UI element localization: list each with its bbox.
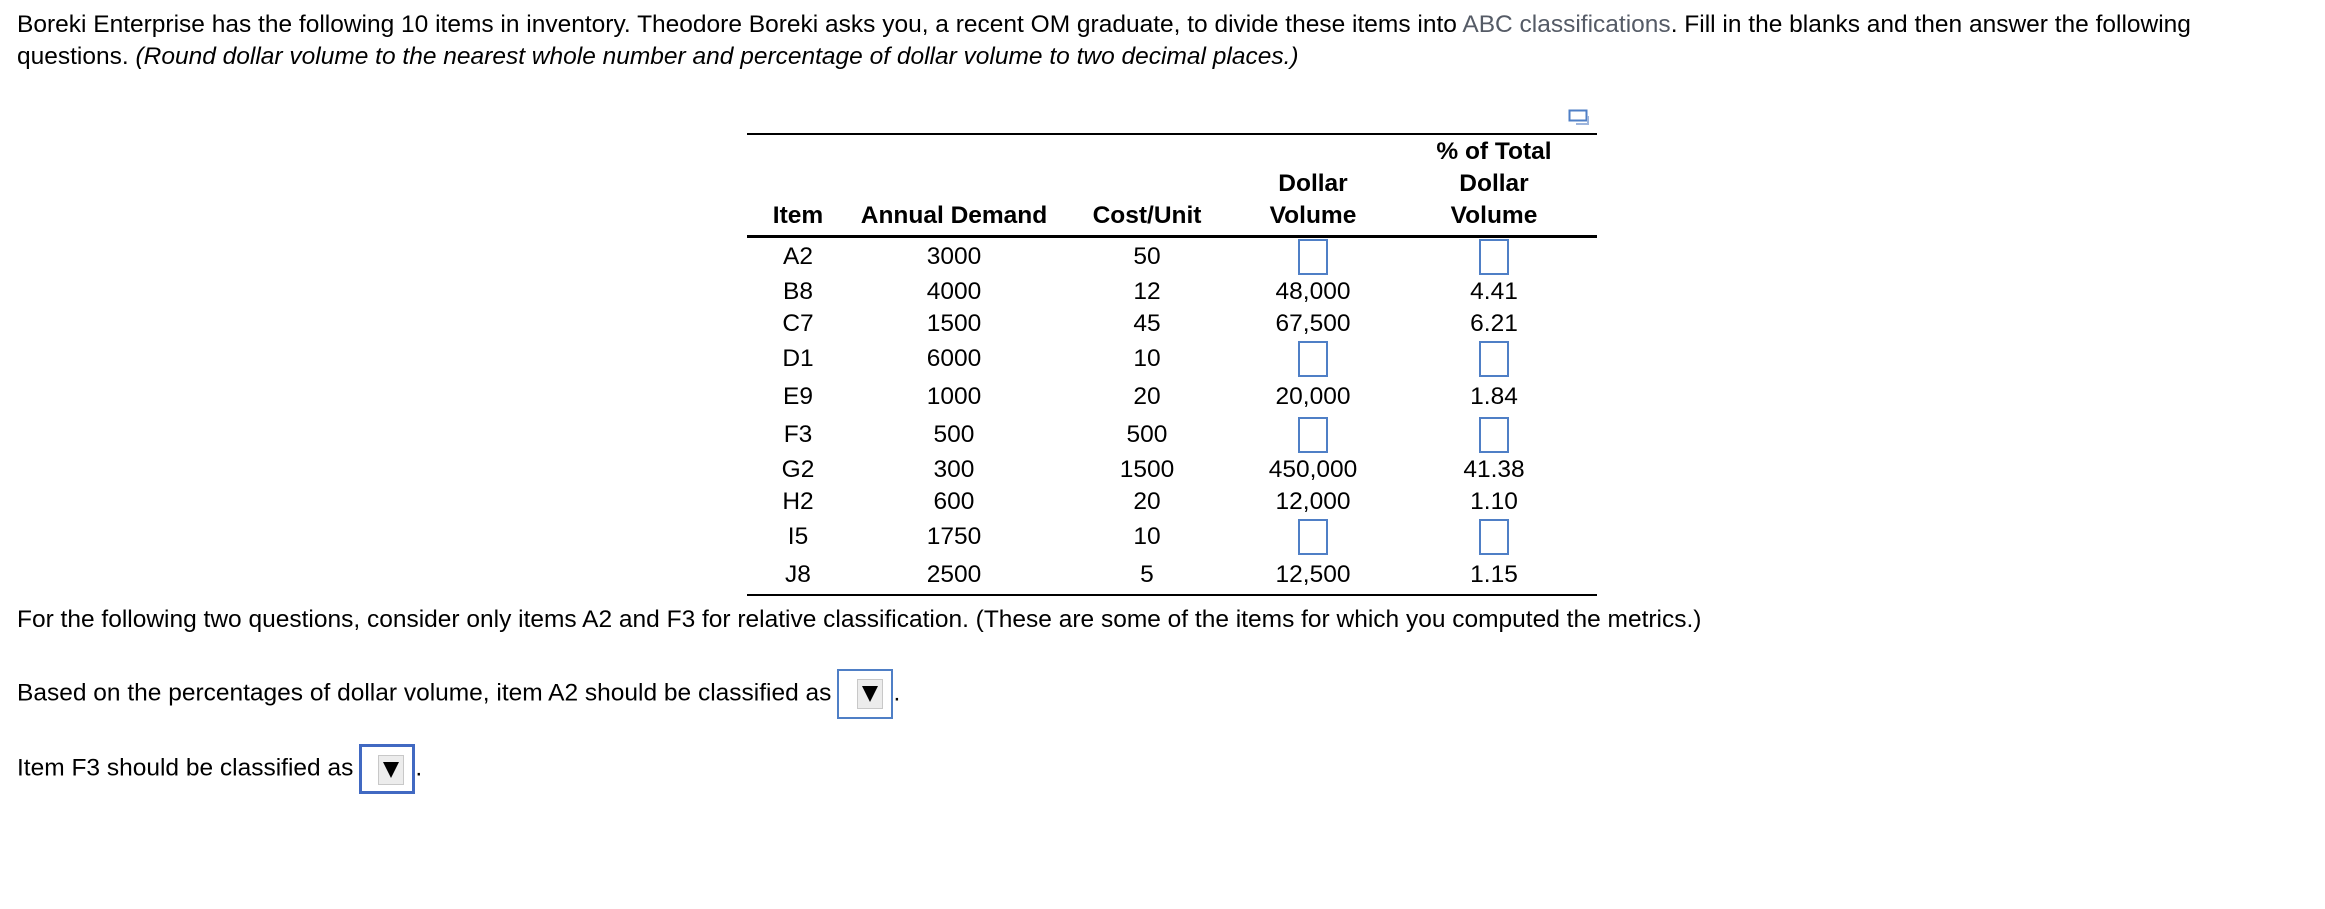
table-row xyxy=(747,454,1597,486)
cell-pct xyxy=(1391,237,1597,277)
cell-pct xyxy=(1391,340,1597,378)
cell-demand: 2500 xyxy=(926,561,982,588)
triangle-down-icon[interactable] xyxy=(857,679,883,709)
question-2-period: . xyxy=(415,754,423,782)
question-1 xyxy=(17,669,900,719)
pct-volume-input[interactable] xyxy=(1479,417,1509,453)
cell-item: C7 xyxy=(782,310,814,337)
question-2 xyxy=(17,744,422,794)
cell-dollar xyxy=(1235,518,1391,556)
question-1-text: Based on the percentages of dollar volume, item A2 should be classified as xyxy=(17,679,832,707)
cell-dollar xyxy=(1235,416,1391,454)
dollar-volume-input[interactable] xyxy=(1298,519,1328,555)
cell-dollar: 12,000 xyxy=(1275,488,1351,515)
cell-pct: 1.10 xyxy=(1470,488,1518,515)
cell-cost: 12 xyxy=(1133,278,1161,305)
header-annual-demand: Annual Demand xyxy=(849,134,1059,237)
cell-cost: 5 xyxy=(1140,561,1154,588)
header-dollar-volume xyxy=(1235,134,1391,237)
table-row xyxy=(747,486,1597,518)
table-row xyxy=(747,308,1597,340)
question-2-text: Item F3 should be classified as xyxy=(17,754,354,782)
cell-cost: 10 xyxy=(1133,523,1161,550)
cell-demand: 500 xyxy=(933,421,975,448)
rounding-note: (Round dollar volume to the nearest whole number and percentage of dollar volume to two decimal places.) xyxy=(135,43,1299,70)
table-row xyxy=(747,556,1597,595)
cell-pct: 1.15 xyxy=(1470,561,1518,588)
a2-classification-dropdown[interactable] xyxy=(837,669,893,719)
cell-dollar: 48,000 xyxy=(1275,278,1351,305)
dollar-volume-input[interactable] xyxy=(1298,239,1328,275)
cell-cost: 500 xyxy=(1126,421,1168,448)
table-header-row xyxy=(747,134,1597,237)
cell-cost: 10 xyxy=(1133,345,1161,372)
cell-item: A2 xyxy=(783,243,813,270)
cell-item: D1 xyxy=(782,345,814,372)
table-row xyxy=(747,340,1597,378)
pct-volume-input[interactable] xyxy=(1479,519,1509,555)
triangle-down-icon[interactable] xyxy=(378,755,404,785)
header-dollar-line2: Volume xyxy=(1269,202,1357,229)
table-row xyxy=(747,276,1597,308)
header-pct-dollar-volume xyxy=(1391,134,1597,237)
dollar-volume-input[interactable] xyxy=(1298,341,1328,377)
inventory-table xyxy=(747,133,1597,596)
cell-cost: 45 xyxy=(1133,310,1161,337)
header-cost-unit: Cost/Unit xyxy=(1059,134,1235,237)
cell-cost: 20 xyxy=(1133,488,1161,515)
cell-cost: 20 xyxy=(1133,383,1161,410)
table-row xyxy=(747,378,1597,416)
instructions-text: For the following two questions, consider only items A2 and F3 for relative classification. (These are some of the items for which you computed the metrics.) xyxy=(17,606,1702,633)
cell-cost: 50 xyxy=(1133,243,1161,270)
question-1-period: . xyxy=(893,679,901,707)
cell-cost: 1500 xyxy=(1119,456,1175,483)
cell-demand: 300 xyxy=(933,456,975,483)
abc-classifications-link[interactable]: ABC classifications xyxy=(1462,11,1671,38)
cell-pct: 4.41 xyxy=(1470,278,1518,305)
header-dollar-line1: Dollar xyxy=(1278,170,1348,197)
cell-demand: 3000 xyxy=(926,243,982,270)
popout-icon[interactable] xyxy=(1568,109,1592,127)
dollar-volume-input[interactable] xyxy=(1298,417,1328,453)
cell-demand: 600 xyxy=(933,488,975,515)
table-row xyxy=(747,416,1597,454)
cell-item: J8 xyxy=(785,561,811,588)
cell-demand: 4000 xyxy=(926,278,982,305)
cell-item: B8 xyxy=(783,278,813,305)
cell-demand: 1000 xyxy=(926,383,982,410)
cell-item: G2 xyxy=(781,456,815,483)
cell-pct: 41.38 xyxy=(1463,456,1525,483)
cell-item: F3 xyxy=(783,421,813,448)
pct-volume-input[interactable] xyxy=(1479,341,1509,377)
cell-item: E9 xyxy=(783,383,813,410)
table-row xyxy=(747,518,1597,556)
cell-dollar: 20,000 xyxy=(1275,383,1351,410)
cell-item: H2 xyxy=(782,488,814,515)
cell-pct xyxy=(1391,416,1597,454)
cell-pct: 6.21 xyxy=(1470,310,1518,337)
header-pct-line2: Volume xyxy=(1450,202,1538,229)
cell-demand: 6000 xyxy=(926,345,982,372)
cell-dollar: 12,500 xyxy=(1275,561,1351,588)
cell-demand: 1500 xyxy=(926,310,982,337)
table-row xyxy=(747,237,1597,277)
cell-pct: 1.84 xyxy=(1470,383,1518,410)
cell-dollar: 450,000 xyxy=(1268,456,1358,483)
header-item: Item xyxy=(747,134,849,237)
cell-dollar xyxy=(1235,340,1391,378)
question-intro xyxy=(17,9,2307,73)
cell-dollar: 67,500 xyxy=(1275,310,1351,337)
f3-classification-dropdown[interactable] xyxy=(359,744,415,794)
cell-demand: 1750 xyxy=(926,523,982,550)
cell-pct xyxy=(1391,518,1597,556)
intro-text: Boreki Enterprise has the following 10 items in inventory. Theodore Boreki asks you, a recent OM graduate, to divide these items into xyxy=(17,11,1463,38)
cell-dollar xyxy=(1235,237,1391,277)
header-pct-line1: % of Total Dollar xyxy=(1436,138,1552,197)
cell-item: I5 xyxy=(787,523,809,550)
pct-volume-input[interactable] xyxy=(1479,239,1509,275)
intro-text-2: . Fill in the blanks and then answer the following questions. xyxy=(17,11,2191,70)
